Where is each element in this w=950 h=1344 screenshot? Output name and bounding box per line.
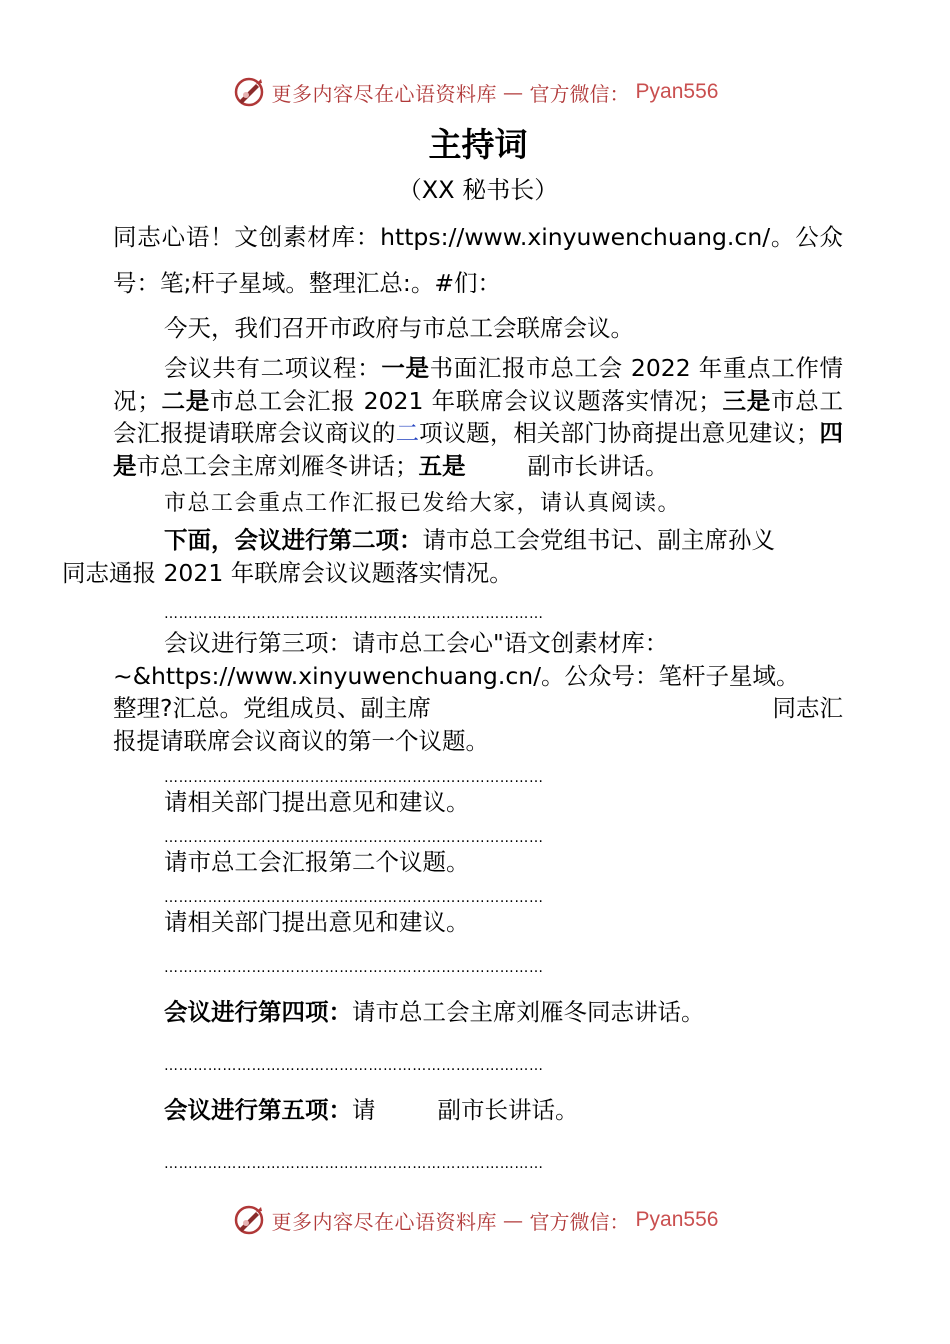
agenda-paragraph <box>113 352 843 482</box>
agenda-item-2-label: 二是 <box>160 386 210 415</box>
banner-text: 更多内容尽在心语资料库 <box>271 81 498 106</box>
agenda-item-4-label: 四是 <box>113 419 844 480</box>
banner-wechat-label: 官方微信： <box>529 1209 630 1234</box>
agenda-item-1-text: 书面汇报市总工会 2022 年重点工作情况； <box>113 354 844 415</box>
item-3-line-3a: 整理?汇总。党组成员、副主席 <box>113 694 431 722</box>
opening-paragraph: 今天，我们召开市政府与市总工会联席会议。 <box>164 314 634 342</box>
banner-wechat-id: Pyan556 <box>635 1208 719 1231</box>
item-4-text: 请市总工会主席刘雁冬同志讲话。 <box>352 998 705 1026</box>
highlighted-number: 二 <box>395 419 420 447</box>
item-2-label: 下面，会议进行第二项： <box>164 526 423 554</box>
ellipsis-divider: …………………………………………………………………… <box>164 607 544 621</box>
item-2-text-cont: 同志通报 2021 年联席会议议题落实情况。 <box>62 558 513 587</box>
item-4-label: 会议进行第四项： <box>164 998 352 1026</box>
banner-text: 更多内容尽在心语资料库 <box>271 1209 498 1234</box>
pen-logo-icon <box>232 75 266 109</box>
banner-dash: — <box>503 80 524 104</box>
header-banner <box>0 72 950 112</box>
intro-paragraph: 同志心语！文创素材库：https://www.xinyuwenchuang.cn/。公众号：笔;杆子星域。整理汇总:。#们： <box>113 223 843 297</box>
pen-logo-icon <box>232 1203 266 1237</box>
ellipsis-divider: …………………………………………………………………… <box>164 891 544 905</box>
item-4-paragraph <box>113 995 843 1029</box>
agenda-item-3-text: 市总工会汇报提请联席会议商议的 <box>113 386 844 447</box>
banner-wechat-label: 官方微信： <box>529 81 630 106</box>
banner-wechat-id: Pyan556 <box>635 80 719 103</box>
ellipsis-divider: …………………………………………………………………… <box>164 961 544 975</box>
response-paragraph-2: 请相关部门提出意见和建议。 <box>164 908 470 936</box>
footer-banner <box>0 1200 950 1240</box>
agenda-item-1-label: 一是 <box>381 354 430 382</box>
agenda-item-5-label: 五是 <box>418 451 466 480</box>
item-5-label: 会议进行第五项： <box>164 1096 352 1124</box>
agenda-item-4-text: 市总工会主席刘雁冬讲话； <box>136 451 419 480</box>
item-3-line-3 <box>113 692 843 725</box>
response-paragraph-1: 请相关部门提出意见和建议。 <box>164 788 470 816</box>
notice-paragraph: 市总工会重点工作汇报已发给大家，请认真阅读。 <box>164 491 682 516</box>
item-3-line-2: ~&https://www.xinyuwenchuang.cn/。公众号：笔杆子星域。 <box>113 661 800 690</box>
item-3-line-3b: 同志汇 <box>772 694 843 722</box>
ellipsis-divider: …………………………………………………………………… <box>164 1157 544 1171</box>
agenda-item-2-text: 市总工会汇报 2021 年联席会议议题落实情况； <box>209 386 722 415</box>
item-5-text: 请 <box>352 1096 376 1124</box>
item-5-paragraph <box>113 1093 843 1127</box>
agenda-item-5-text: 副市长讲话。 <box>527 451 669 480</box>
banner-dash: — <box>503 1208 524 1232</box>
page-subtitle: （XX 秘书长） <box>397 176 559 204</box>
agenda-intro: 会议共有二项议程： <box>164 354 382 382</box>
report-paragraph-2: 请市总工会汇报第二个议题。 <box>164 848 470 876</box>
item-2-text: 请市总工会党组书记、副主席孙义 <box>422 526 775 554</box>
item-3-line-1: 会议进行第三项：请市总工会心"语文创素材库： <box>164 629 669 657</box>
ellipsis-divider: …………………………………………………………………… <box>164 771 544 785</box>
ellipsis-divider: …………………………………………………………………… <box>164 1059 544 1073</box>
item-5-text-cont: 副市长讲话。 <box>437 1096 579 1124</box>
agenda-item-3-text-cont: 项议题，相关部门协商提出意见建议； <box>419 419 820 447</box>
agenda-item-3-label: 三是 <box>721 386 772 415</box>
document-body <box>62 122 844 1171</box>
page-title: 主持词 <box>428 125 528 164</box>
item-2-paragraph <box>62 524 843 589</box>
item-3-paragraph <box>113 627 843 757</box>
ellipsis-divider: …………………………………………………………………… <box>164 831 544 845</box>
item-3-line-4: 报提请联席会议商议的第一个议题。 <box>113 726 489 755</box>
